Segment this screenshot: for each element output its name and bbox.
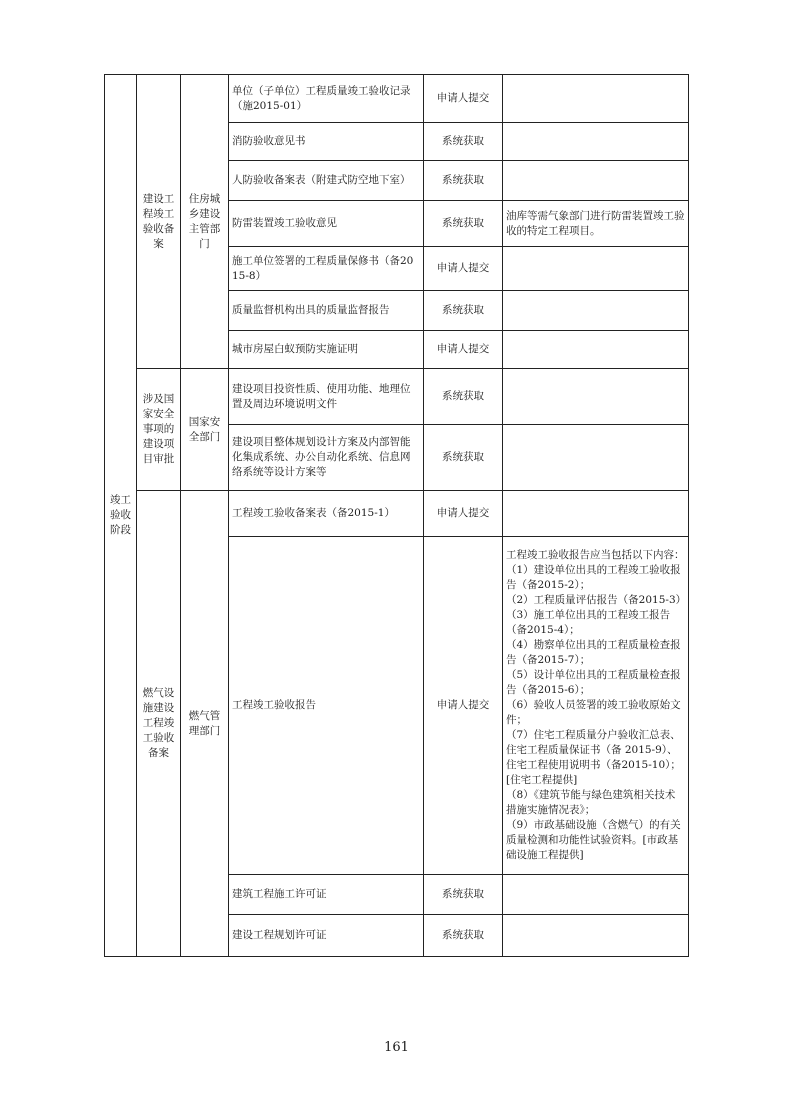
- table-row: [105, 369, 689, 425]
- source-cell: 系统获取: [424, 369, 503, 425]
- page-number: 161: [384, 1040, 409, 1055]
- note-cell: [503, 75, 689, 123]
- material-cell: 建设工程规划许可证: [229, 915, 424, 957]
- material-cell: 防雷装置竣工验收意见: [229, 201, 424, 247]
- dept-cell: 燃气管理部门: [181, 491, 229, 957]
- note-line: （9）市政基础设施（含燃气）的有关质量检测和功能性试验资料。[市政基础设施工程提供]: [506, 819, 681, 861]
- material-cell: 人防验收备案表（附建式防空地下室）: [229, 161, 424, 201]
- material-cell: 质量监督机构出具的质量监督报告: [229, 291, 424, 331]
- material-cell: 消防验收意见书: [229, 123, 424, 161]
- material-cell: 单位（子单位）工程质量竣工验收记录（施2015-01）: [229, 75, 424, 123]
- requirements-table: [104, 74, 689, 957]
- stage-cell: 竣工验收阶段: [105, 75, 137, 957]
- note-line: （4）勘察单位出具的工程质量检查报告（备2015-7）；: [506, 639, 681, 666]
- source-cell: 申请人提交: [424, 537, 503, 875]
- material-cell: 工程竣工验收备案表（备2015-1）: [229, 491, 424, 537]
- note-line: （2）工程质量评估报告（备2015-3）: [506, 594, 687, 606]
- source-cell: 系统获取: [424, 123, 503, 161]
- source-cell: 系统获取: [424, 425, 503, 491]
- source-cell: 系统获取: [424, 291, 503, 331]
- table-row: [105, 75, 689, 123]
- source-cell: 系统获取: [424, 875, 503, 915]
- item-cell: 涉及国家安全事项的建设项目审批: [137, 369, 181, 491]
- note-cell: [503, 537, 689, 875]
- source-cell: 申请人提交: [424, 75, 503, 123]
- note-line: （7）住宅工程质量分户验收汇总表、住宅工程质量保证书（备 2015-9）、住宅工程使用说明书（备2015-10）；[住宅工程提供]: [506, 729, 681, 786]
- table-row: [105, 491, 689, 537]
- note-line: （1）建设单位出具的工程竣工验收报告（备2015-2）；: [506, 564, 681, 591]
- source-cell: 系统获取: [424, 915, 503, 957]
- note-cell: [503, 875, 689, 915]
- note-cell: [503, 247, 689, 291]
- note-line: （8）《建筑节能与绿色建筑相关技术措施实施情况表》；: [506, 789, 676, 816]
- material-cell: 建设项目整体规划设计方案及内部智能化集成系统、办公自动化系统、信息网络系统等设计方案等: [229, 425, 424, 491]
- source-cell: 申请人提交: [424, 331, 503, 369]
- note-cell: 油库等需气象部门进行防雷装置竣工验收的特定工程项目。: [503, 201, 689, 247]
- note-cell: [503, 331, 689, 369]
- dept-cell: 国家安全部门: [181, 369, 229, 491]
- note-line: 工程竣工验收报告应当包括以下内容：: [506, 549, 685, 561]
- note-cell: [503, 123, 689, 161]
- material-cell: 工程竣工验收报告: [229, 537, 424, 875]
- note-cell: [503, 161, 689, 201]
- note-cell: [503, 491, 689, 537]
- material-cell: 建设项目投资性质、使用功能、地理位置及周边环境说明文件: [229, 369, 424, 425]
- note-cell: [503, 915, 689, 957]
- material-cell: 城市房屋白蚁预防实施证明: [229, 331, 424, 369]
- source-cell: 系统获取: [424, 161, 503, 201]
- note-cell: [503, 291, 689, 331]
- source-cell: 申请人提交: [424, 247, 503, 291]
- dept-cell: 住房城乡建设主管部门: [181, 75, 229, 369]
- note-line: （5）设计单位出具的工程质量检查报告（备2015-6）；: [506, 669, 681, 696]
- material-cell: 施工单位签署的工程质量保修书（备2015-8）: [229, 247, 424, 291]
- item-cell: 燃气设施建设工程竣工验收备案: [137, 491, 181, 957]
- note-line: （6）验收人员签署的竣工验收原始文件；: [506, 699, 681, 726]
- source-cell: 系统获取: [424, 201, 503, 247]
- material-cell: 建筑工程施工许可证: [229, 875, 424, 915]
- note-cell: [503, 369, 689, 425]
- note-cell: [503, 425, 689, 491]
- note-line: （3）施工单位出具的工程竣工报告（备2015-4）；: [506, 609, 671, 636]
- item-cell: 建设工程竣工验收备案: [137, 75, 181, 369]
- source-cell: 申请人提交: [424, 491, 503, 537]
